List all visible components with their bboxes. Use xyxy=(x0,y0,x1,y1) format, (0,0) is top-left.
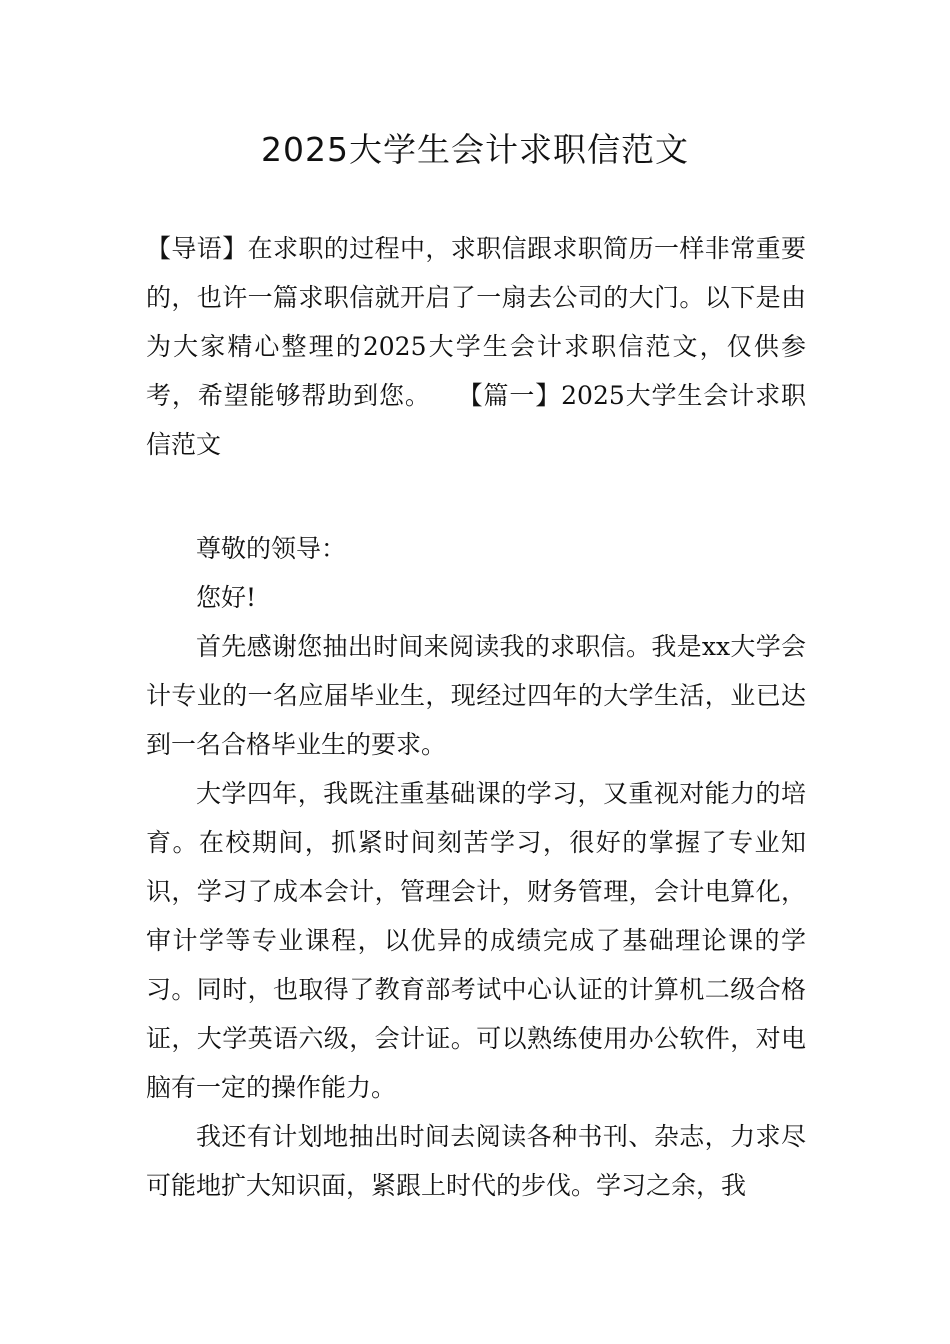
intro-paragraph: 【导语】在求职的过程中，求职信跟求职简历一样非常重要的，也许一篇求职信就开启了一扇去公司的大门。以下是由为大家精心整理的2025大学生会计求职信范文，仅供参考，希望能够帮助到您。 【篇一】2025大学生会计求职信范文 xyxy=(146,234,806,459)
salutation: 尊敬的领导： xyxy=(196,534,347,563)
letter-body xyxy=(146,524,806,1210)
greeting: 您好! xyxy=(196,583,257,612)
body-paragraph-3: 我还有计划地抽出时间去阅读各种书刊、杂志，力求尽可能地扩大知识面，紧跟上时代的步伐。学习之余，我 xyxy=(146,1122,806,1200)
body-paragraph-2: 大学四年，我既注重基础课的学习，又重视对能力的培育。在校期间，抓紧时间刻苦学习，很好的掌握了专业知识，学习了成本会计，管理会计，财务管理，会计电算化，审计学等专业课程，以优异的成绩完成了基础理论课的学习。同时，也取得了教育部考试中心认证的计算机二级合格证，大学英语六级，会计证。可以熟练使用办公软件，对电脑有一定的操作能力。 xyxy=(146,779,806,1102)
document-title: 2025大学生会计求职信范文 xyxy=(261,130,689,169)
body-paragraph-1: 首先感谢您抽出时间来阅读我的求职信。我是xx大学会计专业的一名应届毕业生，现经过四年的大学生活，业已达到一名合格毕业生的要求。 xyxy=(146,632,806,759)
